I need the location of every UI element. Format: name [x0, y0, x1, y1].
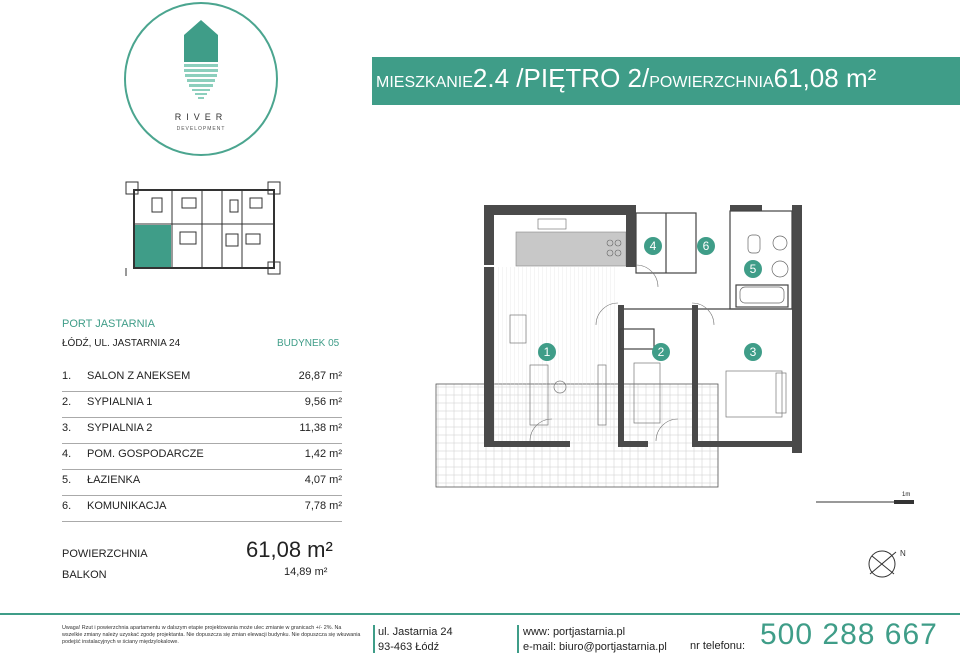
room-row [62, 496, 342, 522]
logo-emblem-icon [121, 0, 281, 160]
room-row [62, 418, 342, 444]
footer-address [378, 625, 453, 655]
room-name: KOMUNIKACJA [87, 500, 167, 512]
room-number: 4. [62, 448, 72, 460]
header-label-apartment: MIESZKANIE [376, 74, 473, 91]
room-name: SYPIALNIA 2 [87, 422, 153, 434]
apartment-header [372, 57, 960, 105]
disclaimer-text: Uwaga! Rzut i powierzchnia apartamentu w dalszym etapie projektowania może ulec zmianie w granicach +/- 2%. Na wszelkie zmiany należy uzyskać zgodę projektanta. Nie dopuszcza się zmian elewacji budynku. Nie dopuszcza się wkuwania podejść instalacyjnych w ściany międzylokalowe. [62, 625, 361, 645]
footer-email-link[interactable]: e-mail: biuro@portjastarnia.pl [523, 641, 667, 653]
room-row [62, 444, 342, 470]
room-row [62, 366, 342, 392]
building-label: BUDYNEK 05 [277, 338, 340, 349]
marker-6: 6 [702, 239, 710, 253]
marker-1: 1 [543, 345, 551, 359]
header-label-area: POWIERZCHNIA [649, 74, 774, 91]
room-name: POM. GOSPODARCZE [87, 448, 204, 460]
room-number: 6. [62, 500, 72, 512]
balcony-label: BALKON [62, 569, 107, 581]
balcony-value: 14,89 m² [284, 566, 328, 578]
room-area: 11,38 m² [299, 422, 342, 434]
room-number: 2. [62, 396, 72, 408]
scale-bar [816, 498, 916, 506]
footer-website-link[interactable]: www: portjastarnia.pl [523, 626, 626, 638]
phone-number[interactable]: 500 288 667 [760, 618, 938, 651]
header-apartment-number: 2.4 / [472, 63, 524, 93]
logo-subtitle: DEVELOPMENT [176, 126, 226, 132]
header-floor: PIĘTRO 2/ [523, 63, 650, 93]
project-address: ŁÓDŹ, UL. JASTARNIA 24 [62, 338, 181, 349]
footer-contact [523, 625, 667, 655]
room-number: 1. [62, 370, 72, 382]
room-row [62, 392, 342, 418]
total-area-value: 61,08 m² [246, 537, 333, 562]
room-area: 4,07 m² [304, 474, 342, 486]
marker-3: 3 [749, 345, 757, 359]
marker-5: 5 [749, 262, 757, 276]
footer-divider [0, 613, 960, 615]
kitchen-counter [516, 232, 626, 266]
room-name: SALON Z ANEKSEM [87, 370, 191, 382]
footer-address-line1: ul. Jastarnia 24 [378, 626, 453, 638]
room-name: SYPIALNIA 1 [87, 396, 153, 408]
room-number: 5. [62, 474, 72, 486]
header-area-value: 61,08 m² [773, 63, 877, 93]
room-area: 9,56 m² [304, 396, 342, 408]
living-floor [494, 267, 618, 441]
scale-label: 1m [902, 492, 911, 498]
logo [121, 0, 281, 160]
room-number: 3. [62, 422, 72, 434]
compass-label: N [900, 549, 906, 558]
project-name: PORT JASTARNIA [62, 318, 155, 330]
compass-icon [864, 544, 912, 584]
phone-label: nr telefonu: [690, 640, 746, 652]
building-key-plan [122, 178, 284, 278]
floor-plan [430, 195, 810, 495]
room-area: 1,42 m² [304, 448, 342, 460]
room-area: 26,87 m² [298, 370, 342, 382]
room-row [62, 470, 342, 496]
total-area-label: POWIERZCHNIA [62, 548, 148, 560]
marker-4: 4 [649, 239, 657, 253]
footer-separator [517, 625, 519, 653]
room-name: ŁAZIENKA [87, 474, 141, 486]
key-plan-highlight [135, 225, 171, 267]
footer-address-line2: 93-463 Łódź [378, 641, 440, 653]
room-area: 7,78 m² [304, 500, 342, 512]
marker-2: 2 [657, 345, 665, 359]
footer-separator [373, 625, 375, 653]
logo-name: RIVER [174, 112, 228, 122]
